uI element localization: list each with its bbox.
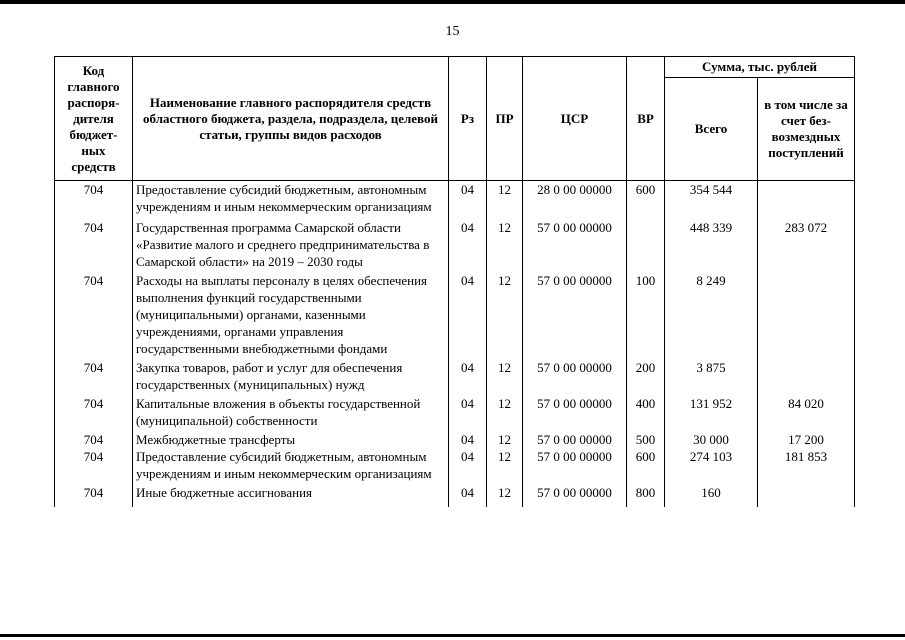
row-grants: 17 200 (758, 431, 855, 448)
table-row (55, 484, 855, 507)
row-code: 704 (55, 181, 133, 220)
row-rz: 04 (449, 448, 487, 484)
row-vr: 500 (627, 431, 665, 448)
row-rz: 04 (449, 219, 487, 272)
row-pr: 12 (487, 484, 523, 507)
row-rz: 04 (449, 359, 487, 395)
row-grants (758, 272, 855, 359)
row-name: Государственная программа Самарской области «Развитие малого и среднего предпринимательства в Самарской области» на 2019 – 2030 годы (133, 219, 449, 272)
row-pr: 12 (487, 359, 523, 395)
table-row (55, 219, 855, 272)
row-total: 160 (665, 484, 758, 507)
row-rz: 04 (449, 431, 487, 448)
header-csr: ЦСР (523, 57, 627, 181)
row-name: Расходы на выплаты персоналу в целях обеспечения выполнения функций государственными (муниципальными) органами, казенными учреждениями, органами управления государственными внебюджетными фондами (133, 272, 449, 359)
row-name: Предоставление субсидий бюджетным, автономным учреждениям и иным некоммерческим организациям (133, 181, 449, 220)
row-vr: 100 (627, 272, 665, 359)
row-pr: 12 (487, 448, 523, 484)
row-grants: 181 853 (758, 448, 855, 484)
header-total: Всего (665, 78, 758, 181)
row-code: 704 (55, 272, 133, 359)
row-total: 3 875 (665, 359, 758, 395)
row-total: 274 103 (665, 448, 758, 484)
budget-table (54, 56, 855, 507)
table-row (55, 359, 855, 395)
row-total: 131 952 (665, 395, 758, 431)
row-code: 704 (55, 484, 133, 507)
row-total: 30 000 (665, 431, 758, 448)
row-csr: 57 0 00 00000 (523, 219, 627, 272)
header-sum: Сумма, тыс. рублей (665, 57, 855, 78)
row-grants: 283 072 (758, 219, 855, 272)
row-csr: 57 0 00 00000 (523, 359, 627, 395)
table-row (55, 448, 855, 484)
row-code: 704 (55, 448, 133, 484)
table-row (55, 181, 855, 220)
row-name: Закупка товаров, работ и услуг для обеспечения государственных (муниципальных) нужд (133, 359, 449, 395)
row-vr: 800 (627, 484, 665, 507)
row-vr (627, 219, 665, 272)
row-grants (758, 181, 855, 220)
row-code: 704 (55, 219, 133, 272)
row-code: 704 (55, 395, 133, 431)
row-grants (758, 359, 855, 395)
row-pr: 12 (487, 272, 523, 359)
row-pr: 12 (487, 181, 523, 220)
row-csr: 57 0 00 00000 (523, 448, 627, 484)
table-row (55, 395, 855, 431)
row-csr: 57 0 00 00000 (523, 484, 627, 507)
row-grants (758, 484, 855, 507)
row-rz: 04 (449, 272, 487, 359)
page-number: 15 (445, 24, 460, 39)
table-body (55, 181, 855, 508)
row-total: 8 249 (665, 272, 758, 359)
header-rz: Рз (449, 57, 487, 181)
row-code: 704 (55, 431, 133, 448)
header-grants: в том числе за счет без-возмездных поступлений (758, 78, 855, 181)
row-total: 448 339 (665, 219, 758, 272)
row-pr: 12 (487, 219, 523, 272)
row-name: Капитальные вложения в объекты государственной (муниципальной) собственности (133, 395, 449, 431)
table-row (55, 272, 855, 359)
row-pr: 12 (487, 431, 523, 448)
header-name: Наименование главного распорядителя средств областного бюджета, раздела, подраздела, целевой статьи, группы видов расходов (133, 57, 449, 181)
row-vr: 200 (627, 359, 665, 395)
row-csr: 57 0 00 00000 (523, 431, 627, 448)
row-rz: 04 (449, 181, 487, 220)
row-vr: 400 (627, 395, 665, 431)
row-name: Межбюджетные трансферты (133, 431, 449, 448)
header-pr: ПР (487, 57, 523, 181)
table-row (55, 431, 855, 448)
row-vr: 600 (627, 448, 665, 484)
row-pr: 12 (487, 395, 523, 431)
header-vr: ВР (627, 57, 665, 181)
row-total: 354 544 (665, 181, 758, 220)
row-rz: 04 (449, 484, 487, 507)
row-csr: 57 0 00 00000 (523, 395, 627, 431)
header-code: Код главного распоря-дителя бюджет-ных средств (55, 57, 133, 181)
row-csr: 28 0 00 00000 (523, 181, 627, 220)
row-grants: 84 020 (758, 395, 855, 431)
page-bottom-edge (0, 634, 905, 637)
row-rz: 04 (449, 395, 487, 431)
page-top-edge (0, 0, 905, 4)
row-csr: 57 0 00 00000 (523, 272, 627, 359)
row-name: Предоставление субсидий бюджетным, автономным учреждениям и иным некоммерческим организациям (133, 448, 449, 484)
row-name: Иные бюджетные ассигнования (133, 484, 449, 507)
row-vr: 600 (627, 181, 665, 220)
row-code: 704 (55, 359, 133, 395)
